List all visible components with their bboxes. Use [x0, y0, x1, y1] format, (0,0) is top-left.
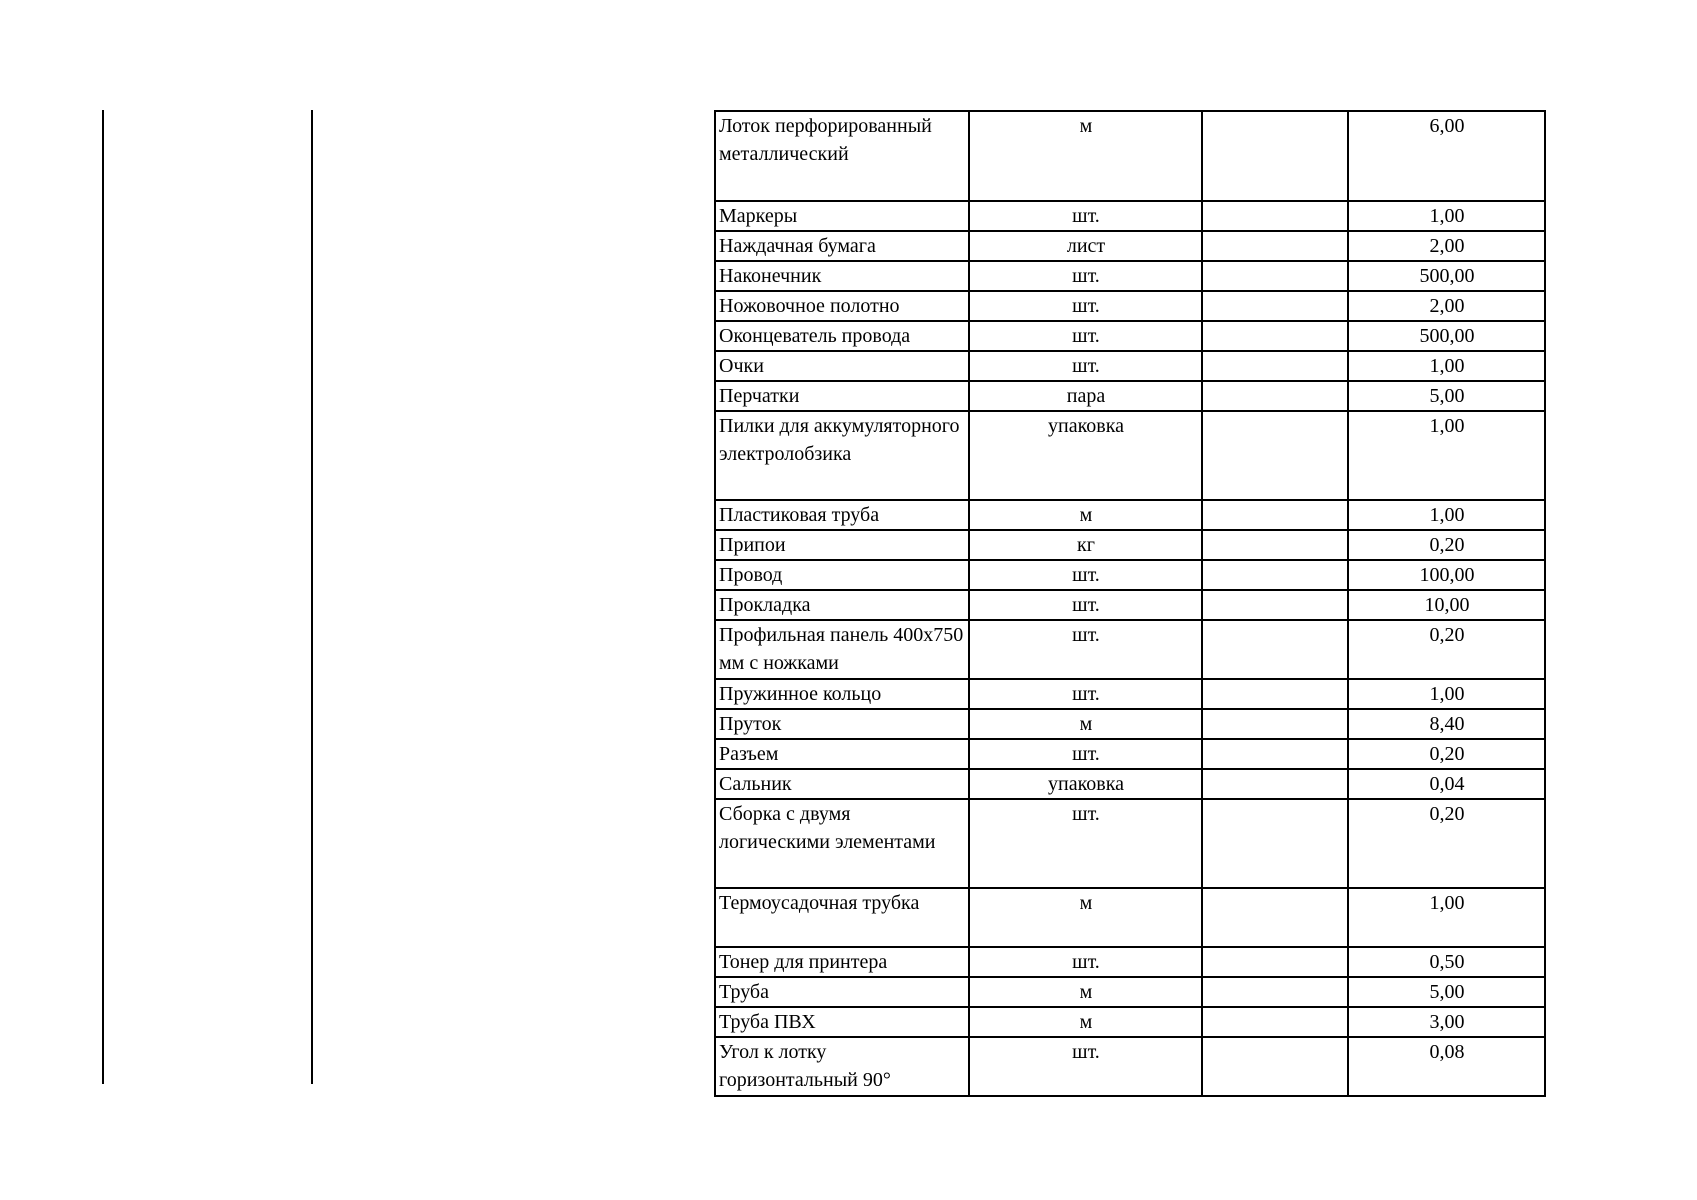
- material-name: Оконцеватель провода: [715, 321, 969, 351]
- material-name: Пружинное кольцо: [715, 679, 969, 709]
- material-unit: лист: [969, 231, 1202, 261]
- material-unit: шт.: [969, 560, 1202, 590]
- table-row: [715, 620, 1545, 679]
- material-quantity: 500,00: [1348, 321, 1545, 351]
- table-row: [715, 231, 1545, 261]
- material-extra: [1202, 709, 1348, 739]
- table-row: [715, 321, 1545, 351]
- material-unit: шт.: [969, 321, 1202, 351]
- material-extra: [1202, 620, 1348, 679]
- table-row: [715, 111, 1545, 201]
- table-row: [715, 769, 1545, 799]
- material-name: Перчатки: [715, 381, 969, 411]
- material-extra: [1202, 947, 1348, 977]
- material-extra: [1202, 1037, 1348, 1096]
- material-unit: шт.: [969, 590, 1202, 620]
- material-extra: [1202, 201, 1348, 231]
- table-row: [715, 411, 1545, 500]
- material-name: Пилки для аккумуляторного электролобзика: [715, 411, 969, 500]
- material-name: Тонер для принтера: [715, 947, 969, 977]
- table-row: [715, 201, 1545, 231]
- material-name: Провод: [715, 560, 969, 590]
- material-quantity: 3,00: [1348, 1007, 1545, 1037]
- material-quantity: 6,00: [1348, 111, 1545, 201]
- material-extra: [1202, 1007, 1348, 1037]
- material-extra: [1202, 560, 1348, 590]
- material-quantity: 0,50: [1348, 947, 1545, 977]
- material-unit: шт.: [969, 291, 1202, 321]
- material-quantity: 0,04: [1348, 769, 1545, 799]
- material-extra: [1202, 111, 1348, 201]
- material-extra: [1202, 888, 1348, 947]
- material-quantity: 1,00: [1348, 201, 1545, 231]
- material-name: Сборка с двумя логическими элементами: [715, 799, 969, 888]
- material-unit: м: [969, 977, 1202, 1007]
- material-extra: [1202, 321, 1348, 351]
- material-extra: [1202, 351, 1348, 381]
- material-name: Наждачная бумага: [715, 231, 969, 261]
- table-row: [715, 291, 1545, 321]
- material-unit: шт.: [969, 261, 1202, 291]
- left-border-line: [102, 110, 104, 1084]
- material-quantity: 10,00: [1348, 590, 1545, 620]
- table-row: [715, 1037, 1545, 1096]
- material-name: Прокладка: [715, 590, 969, 620]
- table-row: [715, 1007, 1545, 1037]
- material-unit: упаковка: [969, 769, 1202, 799]
- table-row: [715, 977, 1545, 1007]
- material-extra: [1202, 291, 1348, 321]
- material-extra: [1202, 679, 1348, 709]
- material-name: Труба: [715, 977, 969, 1007]
- material-extra: [1202, 411, 1348, 500]
- material-name: Маркеры: [715, 201, 969, 231]
- material-extra: [1202, 590, 1348, 620]
- column-divider-line: [311, 110, 313, 1084]
- material-extra: [1202, 739, 1348, 769]
- table-row: [715, 560, 1545, 590]
- material-name: Угол к лотку горизонтальный 90°: [715, 1037, 969, 1096]
- material-name: Разъем: [715, 739, 969, 769]
- material-unit: шт.: [969, 351, 1202, 381]
- material-quantity: 0,20: [1348, 530, 1545, 560]
- material-unit: пара: [969, 381, 1202, 411]
- materials-table: [714, 110, 1546, 1097]
- material-quantity: 1,00: [1348, 500, 1545, 530]
- material-quantity: 5,00: [1348, 381, 1545, 411]
- table-row: [715, 530, 1545, 560]
- material-quantity: 1,00: [1348, 411, 1545, 500]
- table-row: [715, 500, 1545, 530]
- material-name: Пластиковая труба: [715, 500, 969, 530]
- material-unit: кг: [969, 530, 1202, 560]
- material-name: Термоусадочная трубка: [715, 888, 969, 947]
- table-row: [715, 709, 1545, 739]
- table-row: [715, 739, 1545, 769]
- materials-table-body: [715, 111, 1545, 1096]
- material-quantity: 2,00: [1348, 291, 1545, 321]
- table-row: [715, 888, 1545, 947]
- material-name: Наконечник: [715, 261, 969, 291]
- table-row: [715, 679, 1545, 709]
- material-unit: шт.: [969, 1037, 1202, 1096]
- material-quantity: 500,00: [1348, 261, 1545, 291]
- material-unit: м: [969, 500, 1202, 530]
- material-quantity: 0,08: [1348, 1037, 1545, 1096]
- material-unit: шт.: [969, 947, 1202, 977]
- material-extra: [1202, 799, 1348, 888]
- material-unit: упаковка: [969, 411, 1202, 500]
- material-extra: [1202, 381, 1348, 411]
- material-extra: [1202, 769, 1348, 799]
- table-row: [715, 261, 1545, 291]
- material-unit: шт.: [969, 201, 1202, 231]
- table-row: [715, 947, 1545, 977]
- material-unit: м: [969, 1007, 1202, 1037]
- material-name: Труба ПВХ: [715, 1007, 969, 1037]
- material-name: Лоток перфорированный металлический: [715, 111, 969, 201]
- material-name: Ножовочное полотно: [715, 291, 969, 321]
- material-name: Припои: [715, 530, 969, 560]
- table-row: [715, 799, 1545, 888]
- material-unit: м: [969, 888, 1202, 947]
- material-quantity: 1,00: [1348, 351, 1545, 381]
- material-name: Очки: [715, 351, 969, 381]
- material-quantity: 5,00: [1348, 977, 1545, 1007]
- material-quantity: 2,00: [1348, 231, 1545, 261]
- material-quantity: 100,00: [1348, 560, 1545, 590]
- table-row: [715, 381, 1545, 411]
- material-extra: [1202, 977, 1348, 1007]
- material-quantity: 1,00: [1348, 679, 1545, 709]
- material-unit: шт.: [969, 799, 1202, 888]
- material-unit: м: [969, 709, 1202, 739]
- material-name: Профильная панель 400x750 мм с ножками: [715, 620, 969, 679]
- material-quantity: 0,20: [1348, 620, 1545, 679]
- material-quantity: 0,20: [1348, 739, 1545, 769]
- material-extra: [1202, 231, 1348, 261]
- material-name: Пруток: [715, 709, 969, 739]
- material-quantity: 8,40: [1348, 709, 1545, 739]
- material-unit: шт.: [969, 620, 1202, 679]
- material-unit: м: [969, 111, 1202, 201]
- material-quantity: 0,20: [1348, 799, 1545, 888]
- table-row: [715, 351, 1545, 381]
- material-extra: [1202, 530, 1348, 560]
- material-unit: шт.: [969, 679, 1202, 709]
- material-quantity: 1,00: [1348, 888, 1545, 947]
- material-unit: шт.: [969, 739, 1202, 769]
- material-extra: [1202, 500, 1348, 530]
- table-row: [715, 590, 1545, 620]
- material-name: Сальник: [715, 769, 969, 799]
- material-extra: [1202, 261, 1348, 291]
